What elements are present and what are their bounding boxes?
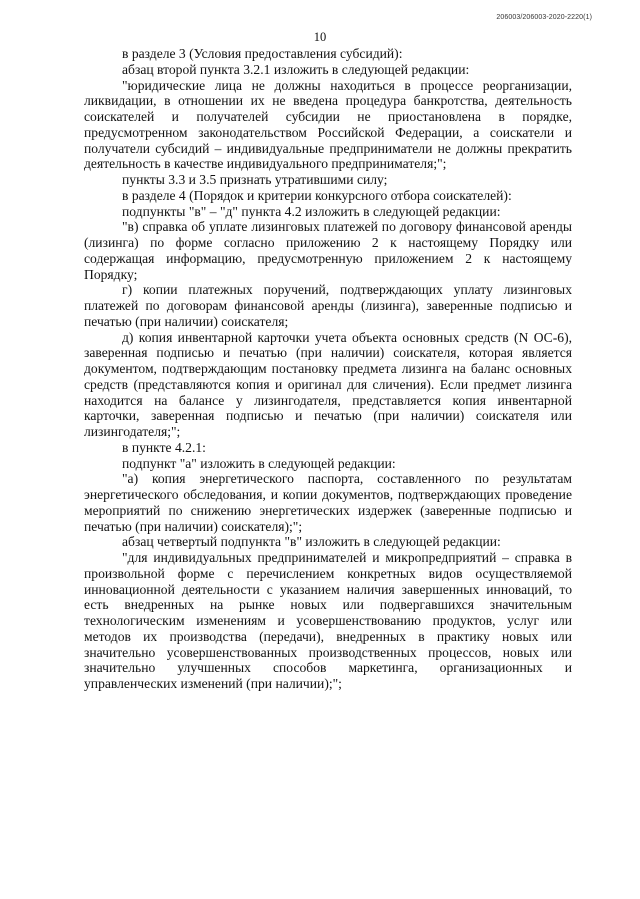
paragraph: г) копии платежных поручений, подтверждающих уплату лизинговых платежей по договорам финансовой аренды (лизинга), заверенные подписью и печатью (при наличии) соискателя;: [84, 282, 572, 329]
paragraph: в пункте 4.2.1:: [122, 439, 206, 455]
paragraph: подпункт "а" изложить в следующей редакции:: [122, 455, 396, 471]
paragraph: "в) справка об уплате лизинговых платежей по договору финансовой аренды (лизинга) по форме согласно приложению 2 к настоящему Порядку или содержащая информацию, предусмотренную приложением 2 к настоящему Порядку;: [84, 219, 572, 282]
paragraph: абзац второй пункта 3.2.1 изложить в следующей редакции:: [122, 61, 470, 77]
document-body: [84, 46, 572, 692]
page-number: 10: [313, 30, 327, 44]
paragraph: абзац четвертый подпункта "в" изложить в следующей редакции:: [122, 534, 501, 550]
paragraph: "для индивидуальных предпринимателей и микропредприятий – справка в произвольной форме с перечислением конкретных видов осуществляемой инновационной деятельности с указанием наличия завершенных инноваций, то есть внедренных на рынке новых или подвергавшихся значительным технологическим изменениям и усовершенствованию продуктов, услуг или методов их производства (передачи), внедренных в практику новых или значительно усовершенствованных производственных процессов, новых или значительно улучшенных способов маркетинга, организационных и управленческих изменений (при наличии);";: [84, 550, 572, 691]
paragraph: "юридические лица не должны находиться в процессе реорганизации, ликвидации, в отношении их не введена процедура банкротства, деятельность соискателей и получателей субсидии не приостановлена в порядке, предусмотренном законодательством Российской Федерации, а соискатели и получатели субсидий – индивидуальные предприниматели не должны прекратить деятельность в качестве индивидуального предпринимателя;";: [84, 77, 572, 172]
paragraph: в разделе 4 (Порядок и критерии конкурсного отбора соискателей):: [122, 187, 512, 203]
paragraph: "а) копия энергетического паспорта, составленного по результатам энергетического обследования, и копии документов, подтверждающих проведение мероприятий по снижению энергетических издержек (заверенные подписью и печатью (при наличии) соискателя);";: [84, 471, 572, 534]
document-id: 206003/206003-2020-2220(1): [496, 14, 592, 21]
paragraph: пункты 3.3 и 3.5 признать утратившими силу;: [122, 172, 388, 187]
paragraph: д) копия инвентарной карточки учета объекта основных средств (N ОС-6), заверенная подписью и печатью (при наличии) соискателя, которая является документом, подтверждающим постановку предмета лизинга на баланс основных средств (представляются копия и оригинал для сличения). Если предмет лизинга находится на балансе у лизингодателя, представляется копия инвентарной карточки, заверенная подписью и печатью (при наличии) соискателя или лизингодателя;";: [84, 329, 572, 439]
paragraph: в разделе 3 (Условия предоставления субсидий):: [122, 46, 403, 61]
paragraph: подпункты "в" – "д" пункта 4.2 изложить в следующей редакции:: [122, 203, 501, 219]
